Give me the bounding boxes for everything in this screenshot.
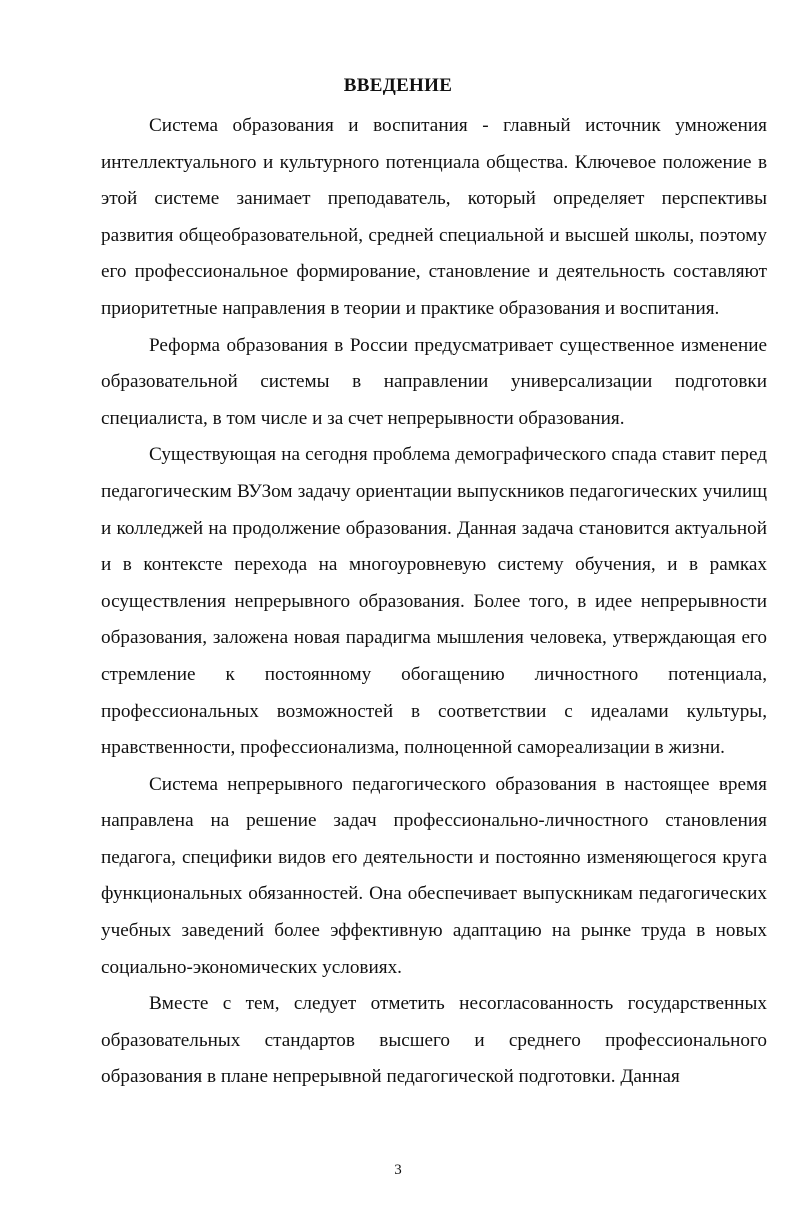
body-text (101, 108, 767, 1096)
paragraph-2: Реформа образования в России предусматривает существенное изменение образовательной системы в направлении универсализации подготовки специалиста, в том числе и за счет непрерывности образования. (101, 334, 767, 429)
paragraph-3: Существующая на сегодня проблема демографического спада ставит перед педагогическим ВУЗом задачу ориентации выпускников педагогических училищ и колледжей на продолжение образования. Данная задача становится актуальной и в контексте перехода на многоуровневую систему обучения, и в рамках осуществления непрерывного образования. Более того, в идее непрерывности образования, заложена новая парадигма мышления человека, утверждающая его стремление к постоянному обогащению личностного потенциала, профессиональных возможностей в соответствии с идеалами культуры, нравственности, профессионализма, полноценной самореализации в жизни. (101, 444, 767, 759)
paragraph-1: Система образования и воспитания - главный источник умножения интеллектуального и культурного потенциала общества. Ключевое положение в этой системе занимает преподаватель, который определяет перспективы развития общеобразовательной, средней специальной и высшей школы, поэтому его профессиональное формирование, становление и деятельность составляют приоритетные направления в теории и практике образования и воспитания. (101, 115, 767, 319)
paragraph-4: Система непрерывного педагогического образования в настоящее время направлена на решение задач профессионально-личностного становления педагога, специфики видов его деятельности и постоянно изменяющегося круга функциональных обязанностей. Она обеспечивает выпускникам педагогических учебных заведений более эффективную адаптацию на рынке труда в новых социально-экономических условиях. (101, 773, 767, 978)
paragraph-5: Вместе с тем, следует отметить несогласованность государственных образовательных стандартов высшего и среднего профессионального образования в плане непрерывной педагогической подготовки. Данная (101, 993, 767, 1088)
page-number: 3 (394, 1162, 402, 1178)
page-title: ВВЕДЕНИЕ (343, 75, 453, 96)
